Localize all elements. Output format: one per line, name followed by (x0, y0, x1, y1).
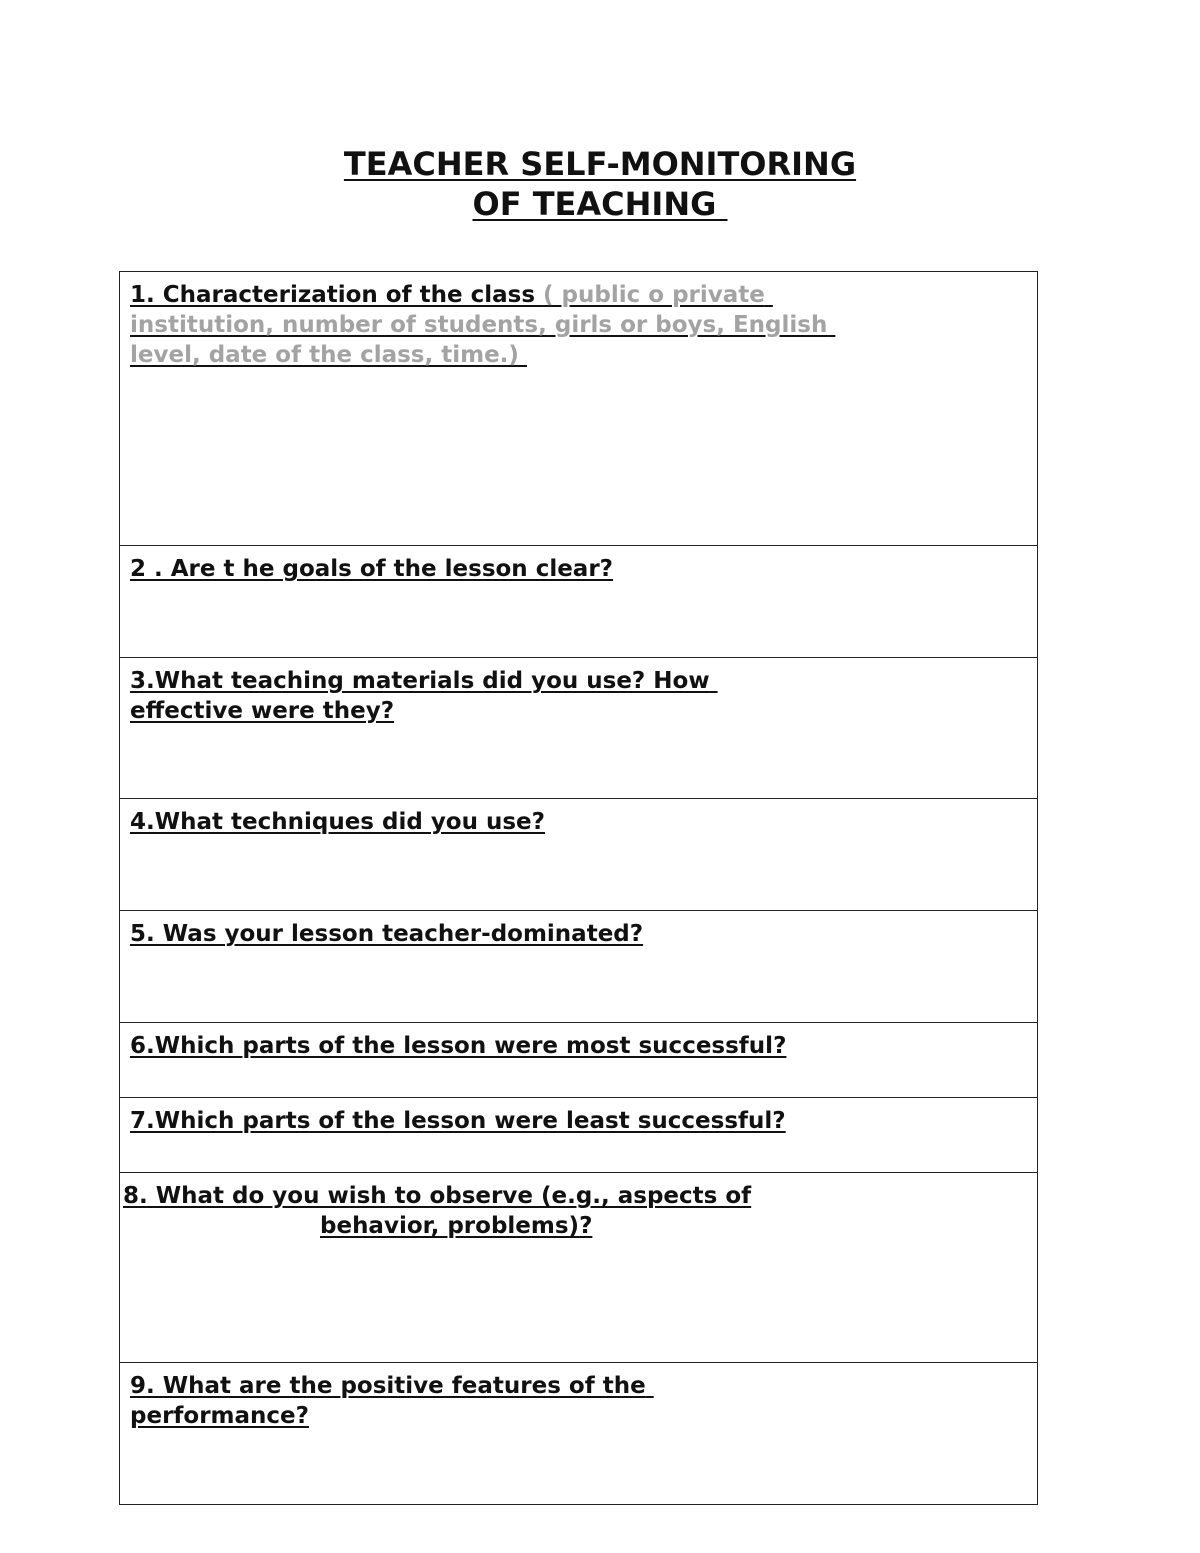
answer-cell-5[interactable] (120, 911, 1038, 1023)
question-8-line-1: 8. What do you wish to observe (e.g., aspects of (123, 1183, 752, 1209)
title-line-2: OF TEACHING (472, 185, 728, 223)
form-row-6 (120, 1023, 1038, 1098)
question-9: 9. What are the positive features of the performance? (130, 1373, 654, 1429)
question-3: 3.What teaching materials did you use? How effective were they? (130, 668, 718, 724)
answer-cell-1[interactable] (120, 272, 1038, 546)
document-title (0, 144, 1200, 224)
question-1-label: 1. Characterization of the class (130, 282, 544, 308)
form-row-7 (120, 1098, 1038, 1173)
form-row-1 (120, 272, 1038, 546)
question-8 (123, 1181, 843, 1241)
form-row-9 (120, 1363, 1038, 1505)
answer-cell-4[interactable] (120, 799, 1038, 911)
form-row-2 (120, 546, 1038, 658)
answer-cell-6[interactable] (120, 1023, 1038, 1098)
answer-cell-7[interactable] (120, 1098, 1038, 1173)
form-row-8 (120, 1173, 1038, 1363)
question-4: 4.What techniques did you use? (130, 809, 545, 835)
answer-cell-2[interactable] (120, 546, 1038, 658)
question-6: 6.Which parts of the lesson were most successful? (130, 1033, 787, 1059)
title-line-1: TEACHER SELF-MONITORING (343, 145, 857, 183)
question-7: 7.Which parts of the lesson were least successful? (130, 1108, 786, 1134)
answer-cell-8[interactable] (120, 1173, 1038, 1363)
question-2: 2 . Are t he goals of the lesson clear? (130, 556, 614, 582)
self-monitoring-form (119, 271, 1038, 1505)
answer-cell-3[interactable] (120, 658, 1038, 799)
question-1-hint: ( public o private institution, number of students, girls or boys, English level, date of the class, time.) (130, 282, 836, 368)
answer-cell-9[interactable] (120, 1363, 1038, 1505)
form-row-4 (120, 799, 1038, 911)
question-8-line-2: behavior, problems)? (320, 1213, 593, 1239)
question-1 (130, 280, 845, 370)
form-row-5 (120, 911, 1038, 1023)
form-row-3 (120, 658, 1038, 799)
question-5: 5. Was your lesson teacher-dominated? (130, 921, 644, 947)
